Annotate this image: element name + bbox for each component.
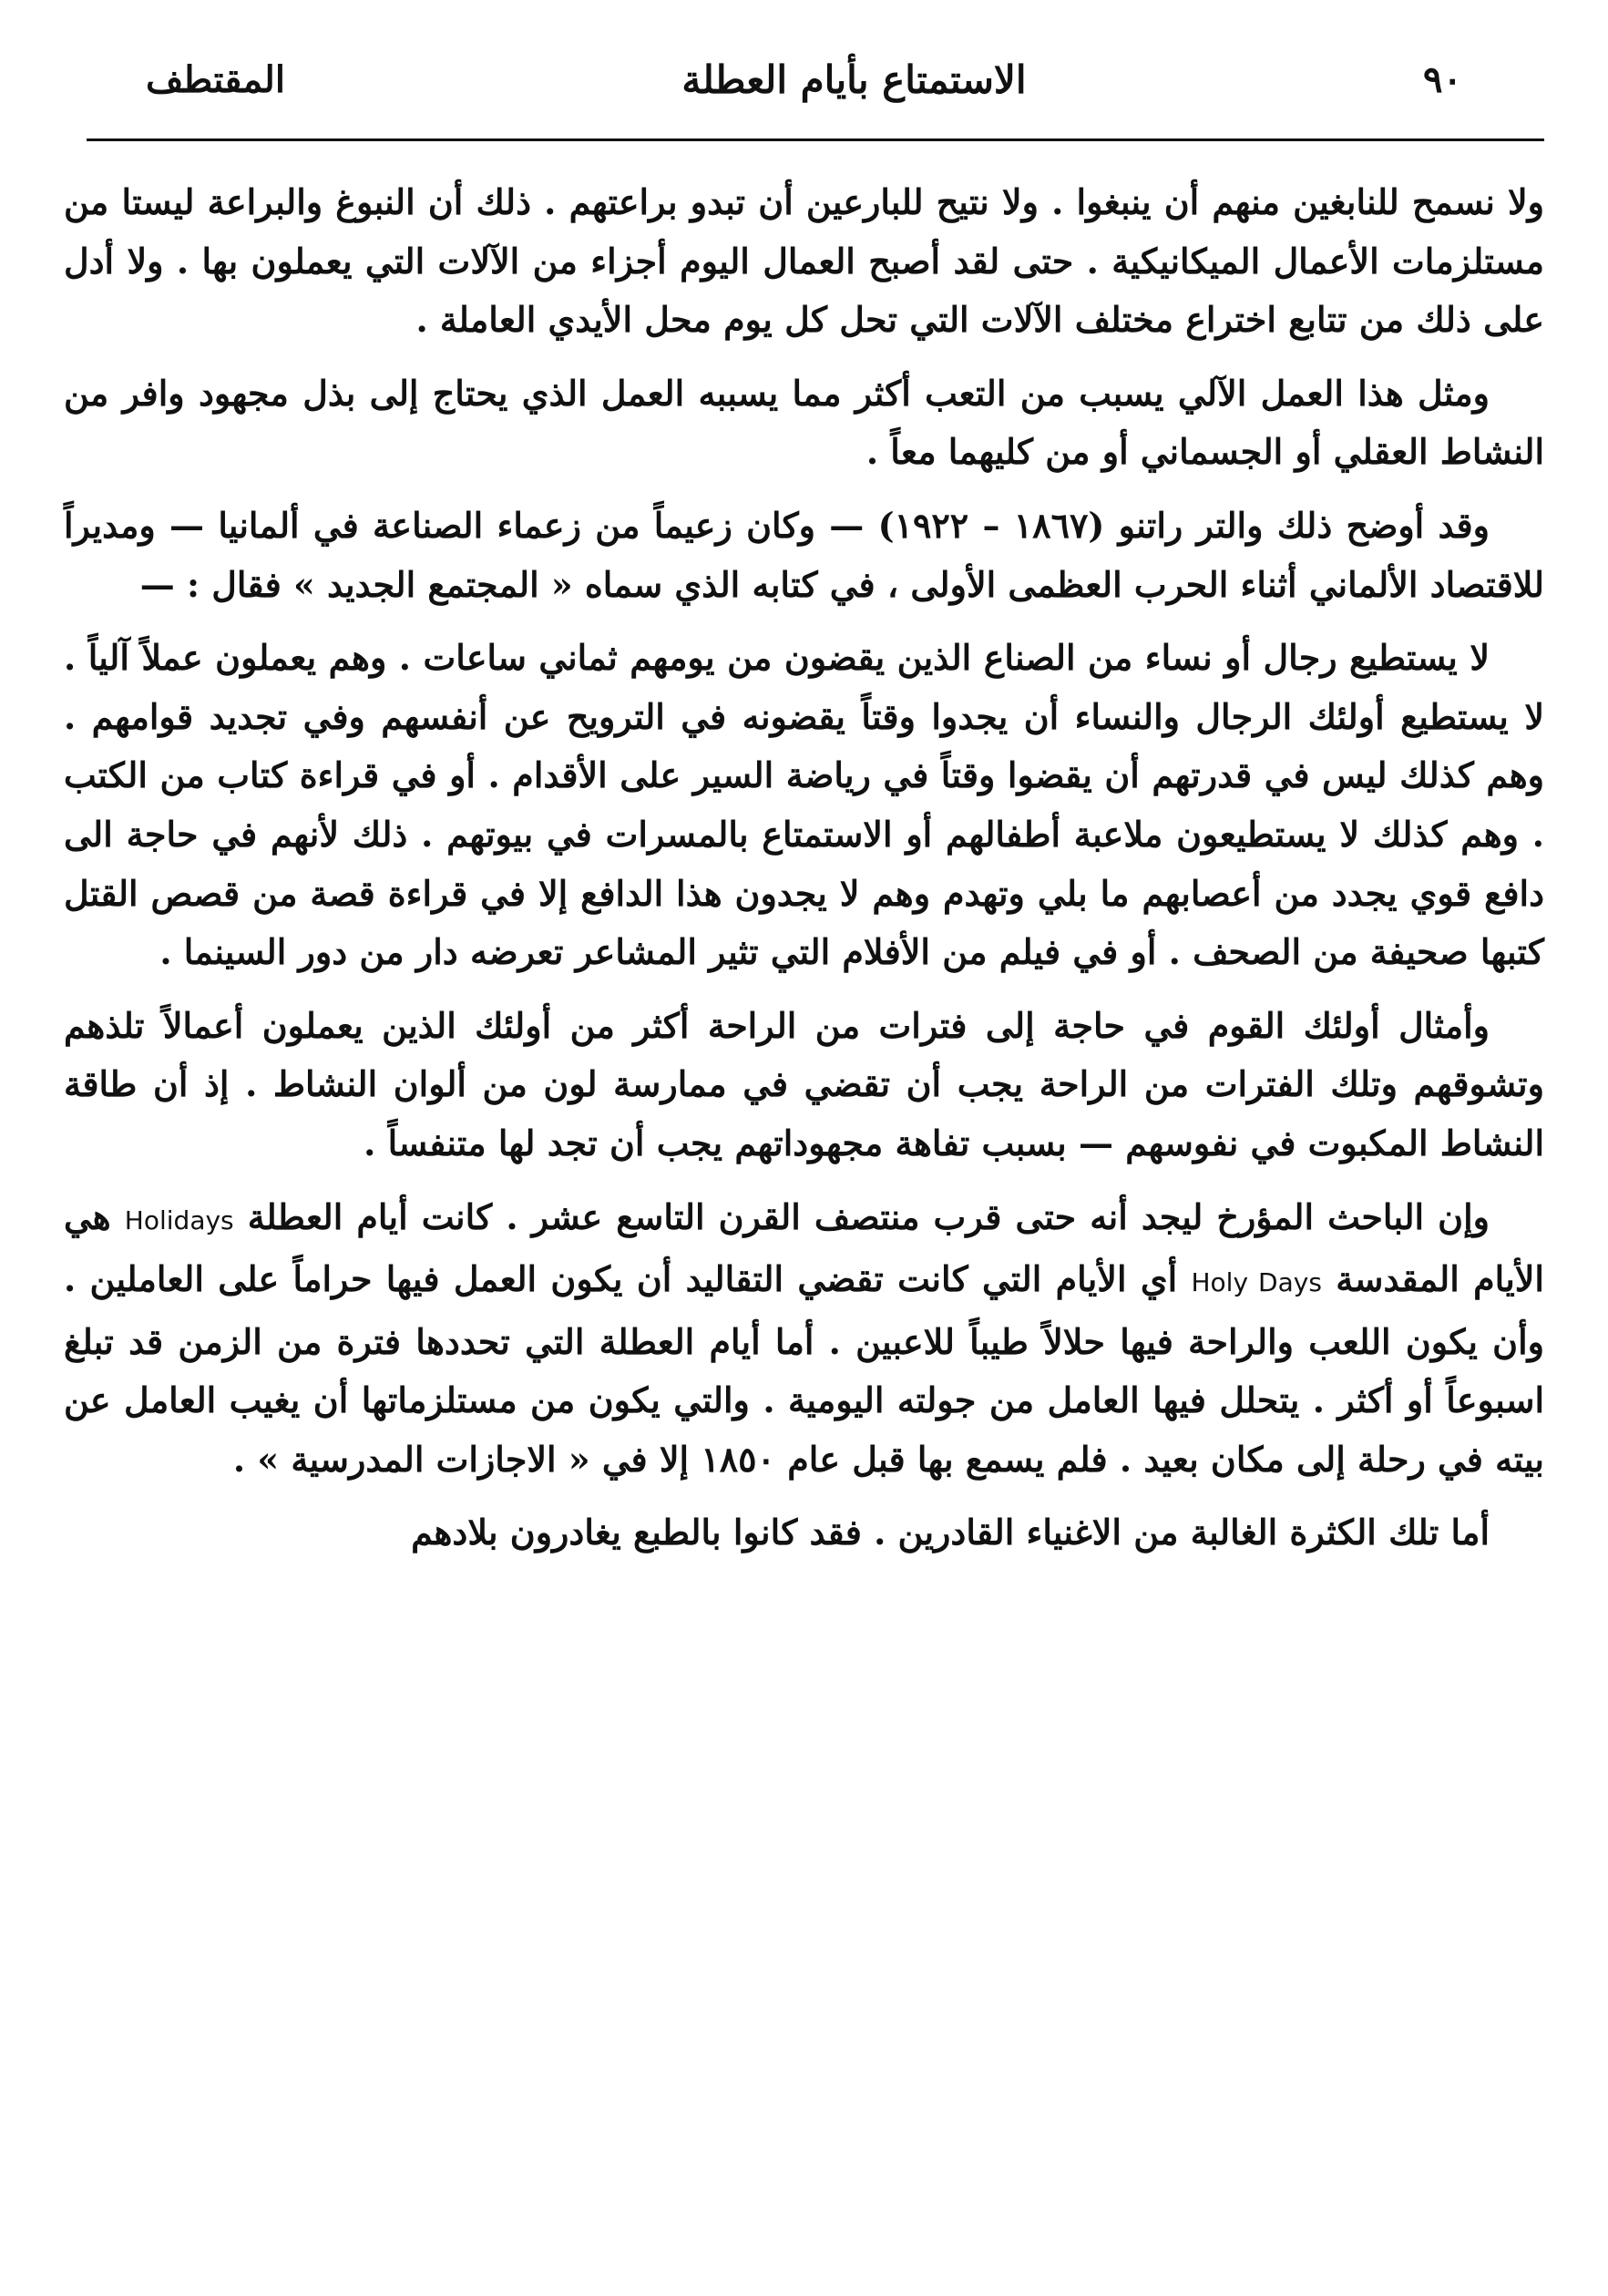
- journal-name: المقتطف: [146, 57, 285, 101]
- paragraph: وقد أوضح ذلك والتر راتنو (١٨٦٧ – ١٩٢٢) — وكان زعيماً من زعماء الصناعة في ألمانيا — ومديراً للاقتصاد الألماني أثناء الحرب العظمى الأولى ، في كتابه الذي سماه « المجتمع الجديد » فقال : —: [64, 504, 1544, 605]
- latin-term: Holy Days: [1191, 1267, 1322, 1298]
- paragraph: ولا نسمح للنابغين منهم أن ينبغوا . ولا نتيح للبارعين أن تبدو براعتهم . ذلك أن النبوغ والبراعة ليستا من مستلزمات الأعمال الميكانيكية . حتى لقد أصبح العمال اليوم أجزاء من الآلات التي يعملون بها . ولا أدل على ذلك من تتابع اختراع مختلف الآلات التي تحل كل يوم محل الأيدي العاملة .: [64, 181, 1544, 341]
- latin-term: Holidays: [124, 1204, 234, 1235]
- running-title: الاستمتاع بأيام العطلة: [681, 56, 1027, 102]
- running-header: [146, 47, 1462, 111]
- paragraph-text: وإن الباحث المؤرخ ليجد أنه حتى قرب منتصف القرن التاسع عشر . كانت أيام العطلة: [247, 1195, 1490, 1237]
- paragraph: أما تلك الكثرة الغالبة من الاغنياء القادرين . فقد كانوا بالطبع يغادرون بلادهم: [411, 1512, 1490, 1553]
- paragraph-text: أي الأيام التي كانت تقضي التقاليد أن يكون العمل فيها حراماً على العاملين . وأن يكون اللعب والراحة فيها حلالاً طيباً للاعبين . أما أيام العطلة التي تحددها فترة من الزمن قد تبلغ اسبوعاً أو أكثر . يتحلل فيها العامل من جولته اليومية . والتي يكون من مستلزماتها أن يغيب العامل عن بيته في رحلة إلى مكان بعيد . فلم يسمع بها قبل عام ١٨٥٠ إلا في « الاجازات المدرسية » .: [64, 1258, 1544, 1480]
- paragraph-text: هي الأيام المقدسة: [64, 1195, 1544, 1300]
- quoted-paragraph: لا يستطيع رجال أو نساء من الصناع الذين يقضون من يومهم ثماني ساعات . وهم يعملون عملاً آلياً . لا يستطيع أولئك الرجال والنساء أن يجدوا وقتاً يقضونه في الترويح عن أنفسهم وفي تجديد قوامهم . وهم كذلك ليس في قدرتهم أن يقضوا وقتاً في رياضة السير على الأقدام . أو في قراءة كتاب من الكتب . وهم كذلك لا يستطيعون ملاعبة أطفالهم أو الاستمتاع بالمسرات في بيوتهم . ذلك لأنهم في حاجة الى دافع قوي يجدد من أعصابهم ما بلي وتهدم وهم لا يجدون هذا الدافع إلا في قراءة قصة من قصص القتل كتبها صحيفة من الصحف . أو في فيلم من الأفلام التي تثير المشاعر تعرضه دار من دور السينما .: [64, 637, 1545, 973]
- paragraph: وأمثال أولئك القوم في حاجة إلى فترات من الراحة أكثر من أولئك الذين يعملون أعمالاً تلذهم وتشوقهم وتلك الفترات من الراحة يجب أن تقضي في ممارسة لون من ألوان النشاط . إذ أن طاقة النشاط المكبوت في نفوسهم — بسبب تفاهة مجهوداتهم يجب أن تجد لها متنفساً .: [64, 1004, 1544, 1163]
- page-number: ٩٠: [1423, 57, 1462, 101]
- paragraph: [64, 1188, 1544, 1490]
- header-rule: [87, 138, 1544, 141]
- article-body: [64, 173, 1544, 1577]
- paragraph: ومثل هذا العمل الآلي يسبب من التعب أكثر مما يسببه العمل الذي يحتاج إلى بذل مجهود وافر من النشاط العقلي أو الجسماني أو من كليهما معاً .: [64, 372, 1544, 473]
